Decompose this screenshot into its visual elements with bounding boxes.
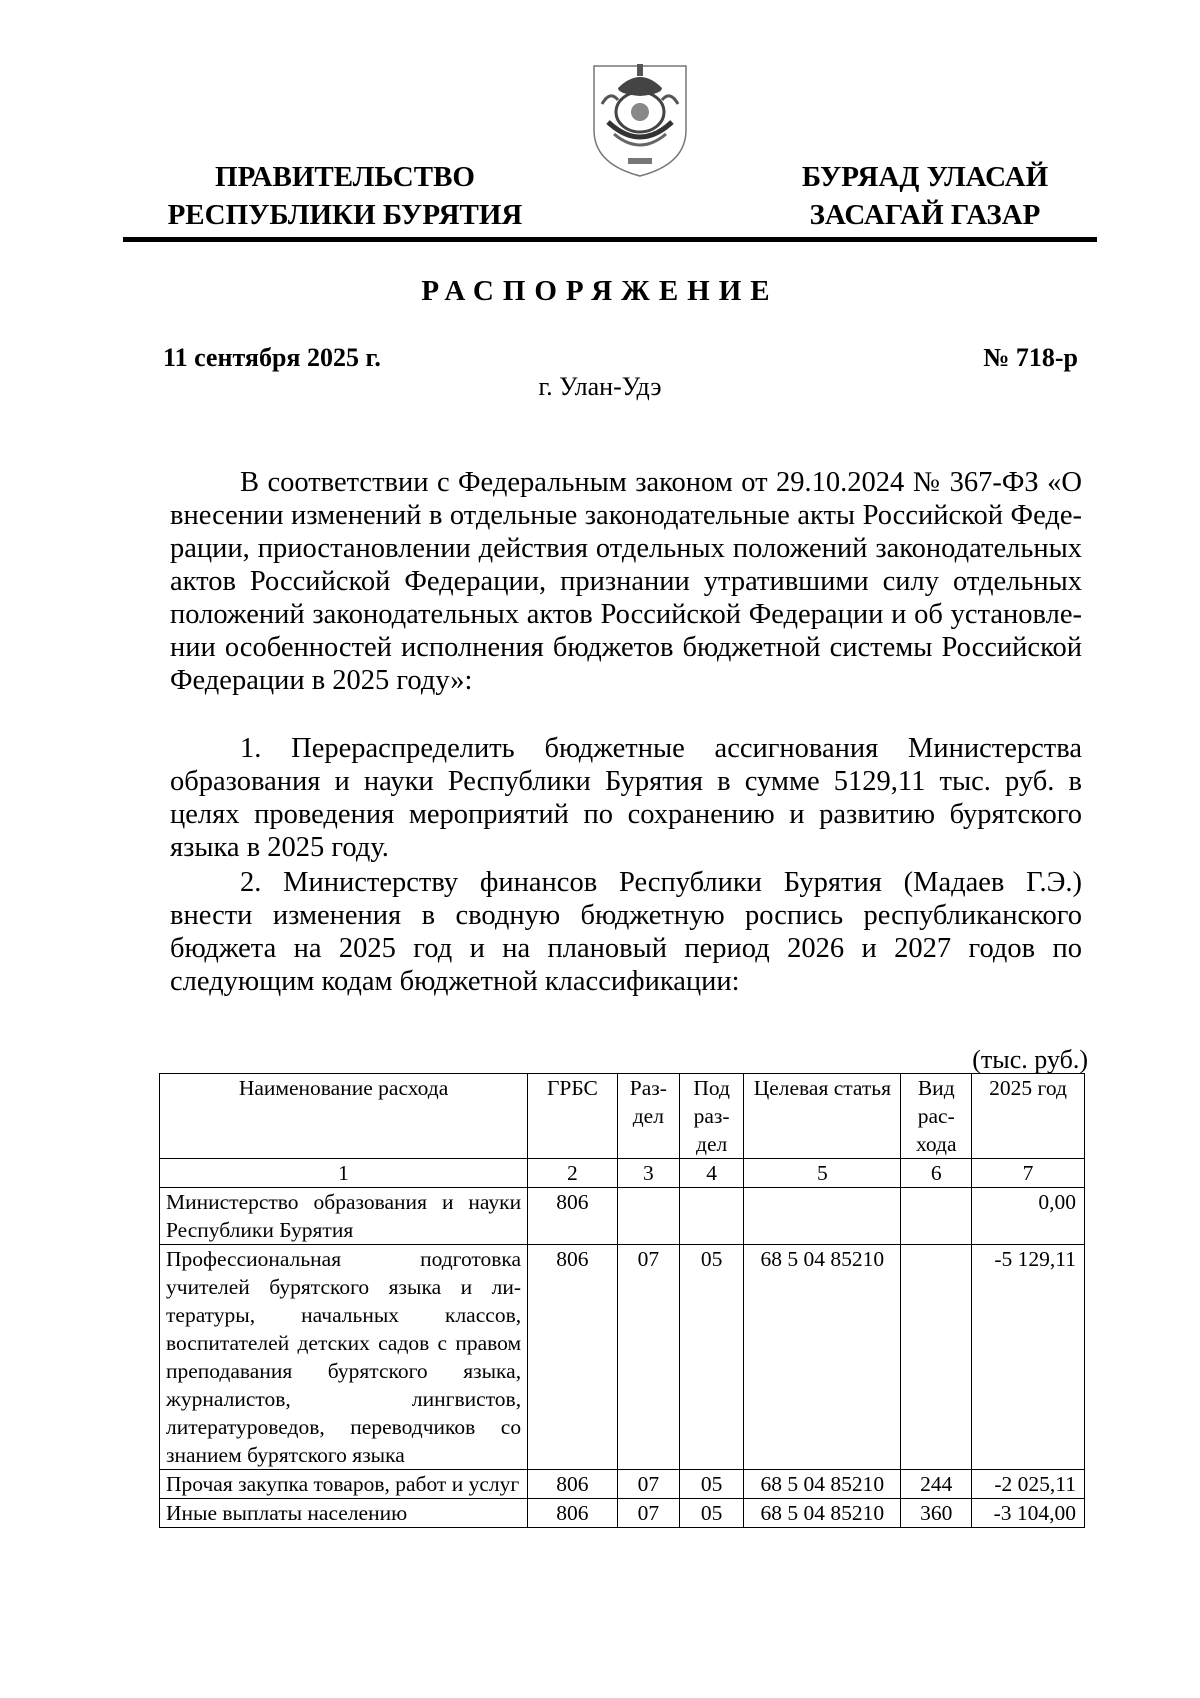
header-divider	[123, 237, 1097, 242]
table-row	[160, 1245, 1085, 1470]
row-amount: -5 129,11	[972, 1245, 1085, 1470]
row-amount: -2 025,11	[972, 1470, 1085, 1499]
row-name: Прочая закупка товаров, работ и услуг	[160, 1470, 528, 1499]
column-number: 1	[160, 1159, 528, 1188]
row-razdel: 07	[617, 1470, 679, 1499]
row-podrazdel	[679, 1188, 743, 1245]
row-grbs: 806	[528, 1470, 618, 1499]
column-header-razdel: Раз-дел	[617, 1074, 679, 1159]
row-grbs: 806	[528, 1245, 618, 1470]
row-vid	[901, 1245, 972, 1470]
column-number: 7	[972, 1159, 1085, 1188]
column-header-grbs: ГРБС	[528, 1074, 618, 1159]
row-vid: 244	[901, 1470, 972, 1499]
row-grbs: 806	[528, 1188, 618, 1245]
table-row	[160, 1188, 1085, 1245]
preamble-paragraph: В соответствии с Федеральным законом от 29.10.2024 № 367-ФЗ «О внесении изменений в отдельные законодательные акты Российской Федерации, приостановлении действия отдельных положений законодательных актов Российской Федерации, признании утратившими силу отдельных положений законодательных актов Российской Федерации и об установлении особенностей исполнения бюджетов бюджетной системы Российской Федерации в 2025 году»:	[170, 467, 1082, 696]
item-1-paragraph: 1. Перераспределить бюджетные ассигнования Министерства образования и науки Республики Бурятия в сумме 5129,11 тыс. руб. в целях проведения мероприятий по сохранению и развитию бурятского языка в 2025 году.	[170, 733, 1082, 863]
row-razdel: 07	[617, 1499, 679, 1528]
column-header-2025: 2025 год	[972, 1074, 1085, 1159]
document-number: № 718-р	[983, 343, 1078, 372]
column-header-podrazdel: Под раз-дел	[679, 1074, 743, 1159]
column-number: 5	[744, 1159, 901, 1188]
government-name-line1: ПРАВИТЕЛЬСТВО	[215, 161, 475, 193]
row-vid: 360	[901, 1499, 972, 1528]
row-amount: 0,00	[972, 1188, 1085, 1245]
column-number: 6	[901, 1159, 972, 1188]
row-podrazdel: 05	[679, 1499, 743, 1528]
column-header-vid: Вид рас-хода	[901, 1074, 972, 1159]
column-number: 2	[528, 1159, 618, 1188]
row-target: 68 5 04 85210	[744, 1245, 901, 1470]
table-row	[160, 1499, 1085, 1528]
budget-table	[159, 1073, 1085, 1528]
government-name-buryat-line2: ЗАСАГАЙ ГАЗАР	[809, 199, 1041, 231]
row-razdel: 07	[617, 1245, 679, 1470]
row-name: Министерство образования и науки Республики Бурятия	[160, 1188, 528, 1245]
row-target	[744, 1188, 901, 1245]
column-header-target: Целевая статья	[744, 1074, 901, 1159]
column-number: 4	[679, 1159, 743, 1188]
coat-of-arms-emblem	[588, 60, 692, 180]
table-row	[160, 1470, 1085, 1499]
item-2-paragraph: 2. Министерству финансов Республики Бурятия (Мадаев Г.Э.) внести изменения в сводную бюджетную роспись республиканского бюджета на 2025 год и на плановый период 2026 и 2027 годов по следующим кодам бюджетной классификации:	[170, 867, 1082, 997]
document-city: г. Улан-Удэ	[538, 372, 662, 401]
document-title: РАСПОРЯЖЕНИЕ	[421, 275, 779, 307]
row-target: 68 5 04 85210	[744, 1499, 901, 1528]
row-name: Профессиональная подготовка учителей бурятского языка и литературы, начальных классов, воспитателей детских садов с правом преподавания бурятского языка, журналистов, лингвистов, литературоведов, переводчиков со знанием бурятского языка	[160, 1245, 528, 1470]
row-podrazdel: 05	[679, 1470, 743, 1499]
row-razdel	[617, 1188, 679, 1245]
government-name-buryat-line1: БУРЯАД УЛАСАЙ	[801, 161, 1049, 193]
document-date: 11 сентября 2025 г.	[163, 343, 381, 372]
row-vid	[901, 1188, 972, 1245]
table-units: (тыс. руб.)	[972, 1045, 1088, 1074]
government-name-buryat	[715, 158, 1135, 234]
row-podrazdel: 05	[679, 1245, 743, 1470]
row-amount: -3 104,00	[972, 1499, 1085, 1528]
row-grbs: 806	[528, 1499, 618, 1528]
government-name-line2: РЕСПУБЛИКИ БУРЯТИЯ	[167, 199, 523, 231]
row-target: 68 5 04 85210	[744, 1470, 901, 1499]
table-column-numbers-row	[160, 1159, 1085, 1188]
table-header-row	[160, 1074, 1085, 1159]
government-name-russian	[135, 158, 555, 234]
column-header-name: Наименование расхода	[160, 1074, 528, 1159]
row-name: Иные выплаты населению	[160, 1499, 528, 1528]
column-number: 3	[617, 1159, 679, 1188]
